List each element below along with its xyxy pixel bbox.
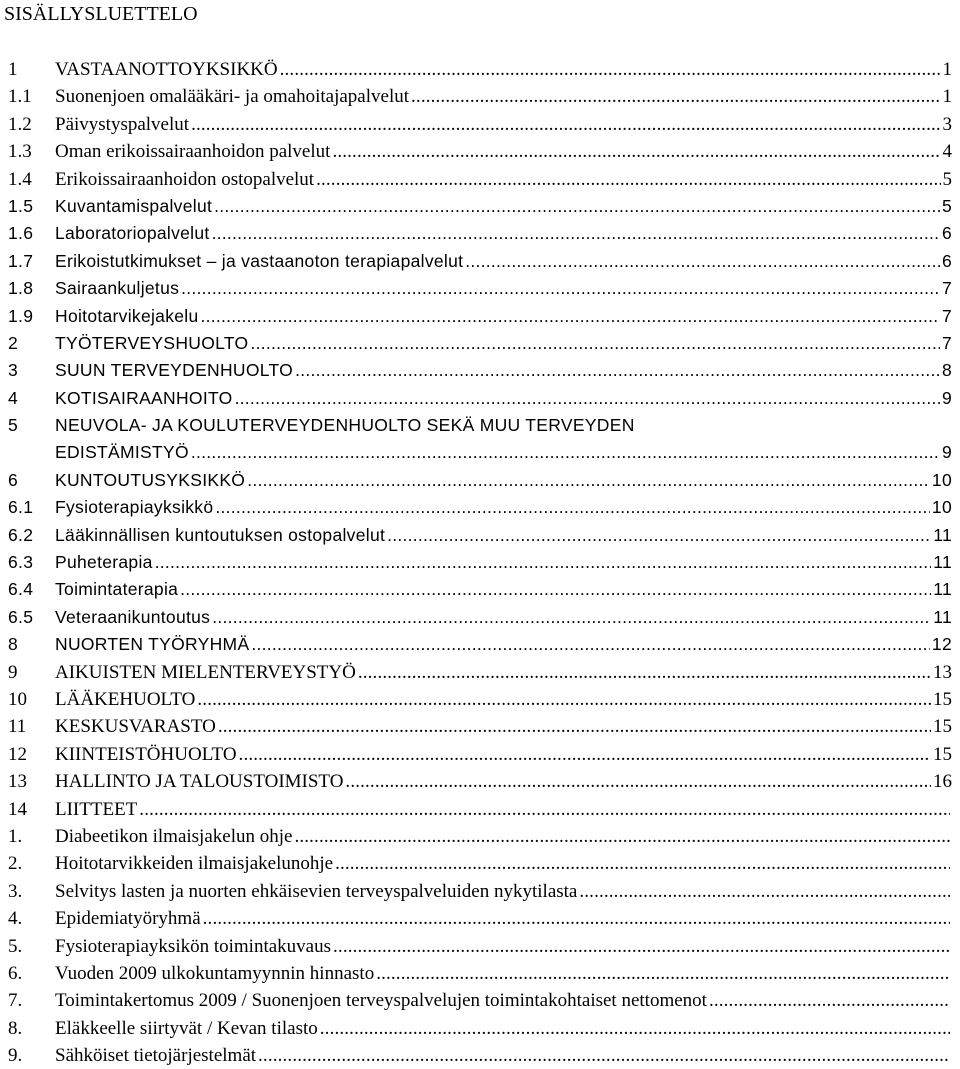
dot-leader: [155, 549, 932, 576]
toc-entry-number: 6.5: [8, 606, 34, 627]
toc-entry-label: KIINTEISTÖHUOLTO: [55, 743, 237, 765]
toc-entry-number: 7.: [8, 990, 23, 1012]
toc-entry-page: 15: [933, 716, 952, 738]
dot-leader: [203, 905, 950, 932]
toc-entry-page: 11: [933, 524, 952, 545]
dot-leader: [387, 522, 931, 549]
toc-entry-page: 7: [941, 278, 952, 299]
toc-entry-label: KESKUSVARASTO: [55, 716, 216, 738]
toc-entry-label: Suonenjoen omalääkäri- ja omahoitajapalvelut: [55, 86, 410, 108]
toc-entry-label: KOTISAIRAANHOITO: [55, 387, 233, 408]
dot-leader: [218, 713, 931, 740]
toc-entry[interactable]: [8, 220, 952, 247]
dot-leader: [465, 248, 940, 275]
dot-leader: [316, 166, 940, 193]
toc-entry-number: 9.: [8, 1045, 23, 1067]
table-of-contents: [8, 56, 952, 1069]
toc-entry[interactable]: [8, 83, 952, 110]
toc-entry-label: AIKUISTEN MIELENTERVEYSTYÖ: [55, 661, 356, 683]
toc-entry-page: 12: [931, 634, 952, 655]
toc-entry-number: 6.4: [8, 579, 34, 600]
toc-entry[interactable]: [8, 768, 952, 795]
toc-entry-label: Vuoden 2009 ulkokuntamyynnin hinnasto: [55, 962, 375, 984]
toc-entry-label: Erikoistutkimukset – ja vastaanoton terapiapalvelut: [55, 250, 464, 271]
dot-leader: [358, 659, 931, 686]
toc-entry-page: 10: [931, 469, 952, 490]
dot-leader: [295, 357, 940, 384]
toc-entry-number: 3.: [8, 880, 23, 902]
toc-entry-label: Kuvantamispalvelut: [55, 195, 213, 216]
toc-entry[interactable]: [8, 960, 952, 987]
toc-entry-number: 1.2: [8, 113, 32, 135]
dot-leader: [332, 138, 940, 165]
toc-entry-page: 3: [942, 113, 952, 135]
toc-entry-page: 1: [942, 86, 952, 108]
toc-entry[interactable]: [8, 686, 952, 713]
toc-entry-number: 1: [8, 59, 18, 80]
toc-entry[interactable]: [8, 549, 952, 576]
dot-leader: [139, 796, 950, 823]
dot-leader: [345, 768, 931, 795]
toc-entry[interactable]: [8, 713, 952, 740]
toc-entry-page: 9: [941, 387, 952, 408]
toc-entry-page: 8: [941, 360, 952, 381]
toc-entry-label: NUORTEN TYÖRYHMÄ: [55, 634, 250, 655]
toc-entry-label: Lääkinnällisen kuntoutuksen ostopalvelut: [55, 524, 386, 545]
toc-entry-page: 16: [933, 771, 952, 793]
toc-entry[interactable]: [8, 1042, 952, 1069]
toc-entry-label: Selvitys lasten ja nuorten ehkäisevien terveyspalveluiden nykytilasta: [55, 880, 578, 902]
toc-entry-number: 6.1: [8, 497, 34, 518]
toc-entry-page: 1: [942, 59, 952, 80]
toc-entry-number: 8: [8, 634, 19, 655]
dot-leader: [212, 220, 940, 247]
toc-entry[interactable]: [8, 659, 952, 686]
toc-entry-label: Oman erikoissairaanhoidon palvelut: [55, 141, 331, 163]
dot-leader: [235, 385, 940, 412]
toc-entry-label: Fysioterapiayksikkö: [55, 497, 214, 518]
toc-entry-number: 1.: [8, 825, 23, 847]
toc-entry-page: 10: [931, 497, 952, 518]
toc-entry-number: 11: [8, 716, 27, 738]
toc-entry[interactable]: [8, 796, 952, 823]
toc-entry-number: 5.: [8, 935, 23, 957]
toc-entry-label: Erikoissairaanhoidon ostopalvelut: [55, 168, 315, 190]
toc-entry[interactable]: [8, 878, 952, 905]
toc-entry-number: 2.: [8, 853, 23, 875]
dot-leader: [294, 823, 950, 850]
toc-entry-label: Toimintaterapia: [55, 579, 179, 600]
toc-entry-label: Hoitotarvikejakelu: [55, 305, 199, 326]
toc-entry[interactable]: [8, 357, 952, 384]
dot-leader: [212, 604, 931, 631]
toc-entry-label: Hoitotarvikkeiden ilmaisjakelunohje: [55, 853, 334, 875]
toc-entry-label: SUUN TERVEYDENHUOLTO: [55, 360, 294, 381]
toc-entry-number: 13: [8, 771, 27, 793]
toc-entry-page: 5: [941, 195, 952, 216]
toc-entry-number: 2: [8, 332, 19, 353]
toc-entry-number: 1.7: [8, 250, 34, 271]
toc-entry[interactable]: [8, 522, 952, 549]
toc-entry-page: 9: [941, 442, 952, 463]
toc-entry-page: 11: [933, 552, 952, 573]
dot-leader: [376, 960, 950, 987]
toc-entry-number: 1.8: [8, 278, 34, 299]
toc-entry-page: 11: [933, 606, 952, 627]
toc-entry-label: Sähköiset tietojärjestelmät: [55, 1045, 257, 1067]
toc-entry-page: 6: [941, 250, 952, 271]
dot-leader: [201, 303, 940, 330]
toc-entry[interactable]: [8, 604, 952, 631]
dot-leader: [579, 878, 950, 905]
toc-entry-page: 6: [941, 223, 952, 244]
toc-entry-page: 5: [942, 168, 952, 190]
toc-entry-number: 4.: [8, 908, 23, 930]
dot-leader: [191, 111, 940, 138]
toc-entry[interactable]: [8, 56, 952, 83]
toc-entry-label: Fysioterapiayksikön toimintakuvaus: [55, 935, 332, 957]
toc-entry[interactable]: [8, 385, 952, 412]
dot-leader: [180, 576, 931, 603]
toc-entry[interactable]: [8, 439, 952, 466]
toc-entry-label: VASTAANOTTOYKSIKKÖ: [55, 59, 278, 80]
toc-entry-number: 9: [8, 661, 18, 683]
toc-entry-number: 6.3: [8, 552, 34, 573]
toc-entry-label: EDISTÄMISTYÖ: [55, 442, 189, 463]
dot-leader: [215, 494, 930, 521]
toc-entry-number: 3: [8, 360, 19, 381]
toc-entry-label: Laboratoriopalvelut: [55, 223, 210, 244]
toc-entry-number: 1.6: [8, 223, 34, 244]
toc-entry[interactable]: [8, 850, 952, 877]
toc-entry-label: Toimintakertomus 2009 / Suonenjoen terveyspalvelujen toimintakohtaiset nettomenot: [55, 990, 707, 1012]
toc-entry[interactable]: [8, 467, 952, 494]
toc-entry[interactable]: [8, 330, 952, 357]
toc-entry[interactable]: [8, 1015, 952, 1042]
dot-leader: [197, 686, 931, 713]
dot-leader: [250, 330, 939, 357]
toc-entry-number: 14: [8, 798, 27, 820]
toc-entry-page: 15: [933, 688, 952, 710]
toc-entry[interactable]: [8, 303, 952, 330]
toc-entry[interactable]: [8, 193, 952, 220]
toc-entry[interactable]: [8, 138, 952, 165]
toc-entry-label: Veteraanikuntoutus: [55, 606, 211, 627]
toc-entry-number: 12: [8, 743, 27, 765]
toc-entry-page: 15: [933, 743, 952, 765]
dot-leader: [191, 439, 940, 466]
toc-entry-label: NEUVOLA- JA KOULUTERVEYDENHUOLTO SEKÄ MUU TERVEYDEN: [55, 415, 635, 436]
dot-leader: [258, 1042, 950, 1069]
toc-entry-label: Diabeetikon ilmaisjakelun ohje: [55, 825, 293, 847]
toc-entry-label: KUNTOUTUSYKSIKKÖ: [55, 469, 246, 490]
toc-entry[interactable]: [8, 111, 952, 138]
toc-entry-label: LIITTEET: [55, 798, 138, 820]
dot-leader: [181, 275, 940, 302]
toc-entry-number: 1.3: [8, 141, 32, 163]
dot-leader: [280, 56, 941, 83]
toc-entry[interactable]: [8, 905, 952, 932]
toc-entry-page: 7: [941, 332, 952, 353]
toc-entry[interactable]: [8, 275, 952, 302]
dot-leader: [247, 467, 930, 494]
toc-entry-number: 4: [8, 387, 19, 408]
dot-leader: [239, 741, 931, 768]
toc-entry-label: Epidemiatyöryhmä: [55, 908, 201, 930]
toc-entry[interactable]: [8, 987, 952, 1014]
dot-leader: [335, 850, 950, 877]
toc-entry-page: 13: [933, 661, 952, 683]
dot-leader: [411, 83, 940, 110]
toc-entry-number: 1.9: [8, 305, 34, 326]
toc-entry[interactable]: [8, 741, 952, 768]
toc-entry[interactable]: [8, 933, 952, 960]
toc-entry-label: LÄÄKEHUOLTO: [55, 688, 196, 710]
toc-entry[interactable]: [8, 576, 952, 603]
toc-entry-number: 6.: [8, 962, 23, 984]
toc-entry-page: 7: [941, 305, 952, 326]
toc-entry-number: 1.4: [8, 168, 32, 190]
toc-entry[interactable]: [8, 823, 952, 850]
toc-entry-label: Puheterapia: [55, 552, 153, 573]
toc-entry-number: 8.: [8, 1017, 23, 1039]
toc-entry-label: HALLINTO JA TALOUSTOIMISTO: [55, 771, 344, 793]
toc-entry-number: 5: [8, 415, 19, 436]
dot-leader: [251, 631, 930, 658]
toc-entry-label: Sairaankuljetus: [55, 278, 180, 299]
toc-entry-number: 1.5: [8, 195, 34, 216]
toc-entry[interactable]: [8, 412, 952, 439]
toc-entry[interactable]: [8, 631, 952, 658]
toc-entry-number: 6: [8, 469, 19, 490]
toc-entry-label: TYÖTERVEYSHUOLTO: [55, 332, 249, 353]
toc-entry-number: 6.2: [8, 524, 34, 545]
toc-entry-page: 4: [942, 141, 952, 163]
toc-entry-number: 10: [8, 688, 27, 710]
dot-leader: [320, 1015, 950, 1042]
toc-entry[interactable]: [8, 494, 952, 521]
dot-leader: [214, 193, 940, 220]
dot-leader: [709, 987, 950, 1014]
toc-entry[interactable]: [8, 166, 952, 193]
toc-entry-number: 1.1: [8, 86, 32, 108]
toc-entry-label: Päivystyspalvelut: [55, 113, 190, 135]
dot-leader: [333, 933, 950, 960]
page-title: SISÄLLYSLUETTELO: [4, 3, 198, 25]
toc-entry-label: Eläkkeelle siirtyvät / Kevan tilasto: [55, 1017, 318, 1039]
toc-entry[interactable]: [8, 248, 952, 275]
toc-entry-page: 11: [933, 579, 952, 600]
